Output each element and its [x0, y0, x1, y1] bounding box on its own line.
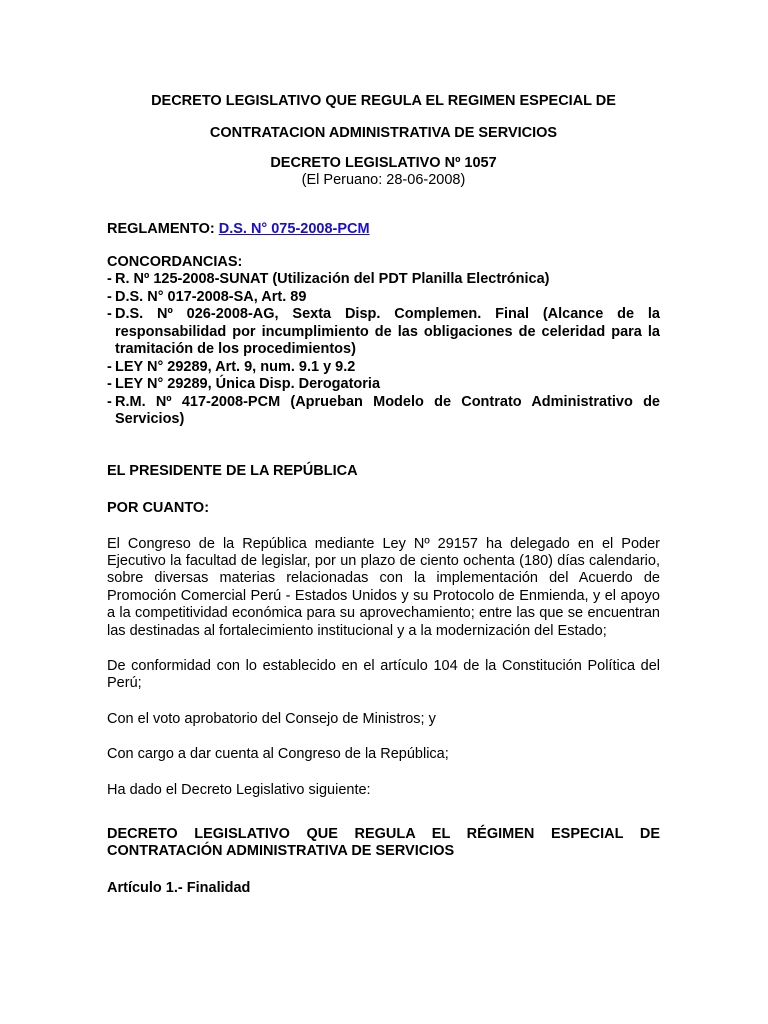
preamble-paragraph: Con cargo a dar cuenta al Congreso de la República;: [107, 746, 449, 763]
list-item: - D.S. N° 017-2008-SA, Art. 89: [107, 288, 307, 305]
publication-date: (El Peruano: 28-06-2008): [301, 172, 466, 188]
por-cuanto-heading: POR CUANTO:: [107, 499, 210, 516]
list-item: - R.M. Nº 417-2008-PCM (Aprueban Modelo de Contrato Administrativo de Servicios): [107, 393, 660, 427]
list-item: - D.S. Nº 026-2008-AG, Sexta Disp. Complemen. Final (Alcance de la responsabilidad por incumplimiento de las obligaciones de celeridad para la tramitación de los procedimientos): [107, 306, 660, 357]
decree-title: DECRETO LEGISLATIVO QUE REGULA EL RÉGIMEN ESPECIAL DE CONTRATACIÓN ADMINISTRATIVA DE SERVICIOS: [107, 825, 660, 860]
concordancias-heading: CONCORDANCIAS:: [107, 254, 243, 270]
president-heading: EL PRESIDENTE DE LA REPÚBLICA: [107, 462, 358, 479]
reglamento: [107, 219, 660, 239]
preamble-paragraph: Con el voto aprobatorio del Consejo de Ministros; y: [107, 710, 436, 727]
decree-number: DECRETO LEGISLATIVO Nº 1057: [270, 155, 497, 171]
preamble-paragraph: De conformidad con lo establecido en el artículo 104 de la Constitución Política del Perú;: [107, 657, 660, 692]
list-item: - R. Nº 125-2008-SUNAT (Utilización del PDT Planilla Electrónica): [107, 271, 550, 287]
reglamento-link[interactable]: D.S. N° 075-2008-PCM: [218, 221, 370, 237]
title-line-2: CONTRATACION ADMINISTRATIVA DE SERVICIOS: [209, 125, 558, 141]
list-item: - LEY N° 29289, Única Disp. Derogatoria: [107, 376, 381, 392]
preamble-paragraph: El Congreso de la República mediante Ley Nº 29157 ha delegado en el Poder Ejecutivo la facultad de legislar, por un plazo de ciento ochenta (180) días calendario, sobre diversas materias relacionadas con la implementación del Acuerdo de Promoción Comercial Perú - Estados Unidos y su Protocolo de Enmienda, y el apoyo a la competitividad económica para su aprovechamiento; entre las que se encuentran las destinadas al fortalecimiento institucional y a la modernización del Estado;: [107, 535, 660, 639]
title-line-1: DECRETO LEGISLATIVO QUE REGULA EL REGIMEN ESPECIAL DE: [151, 93, 616, 109]
article-heading: Artículo 1.- Finalidad: [107, 879, 251, 896]
reglamento-label: REGLAMENTO:: [107, 221, 215, 237]
list-item: - LEY N° 29289, Art. 9, num. 9.1 y 9.2: [107, 358, 356, 375]
document-content: [107, 91, 660, 897]
preamble-paragraph: Ha dado el Decreto Legislativo siguiente:: [107, 781, 371, 798]
concordancias-list: [107, 271, 660, 429]
